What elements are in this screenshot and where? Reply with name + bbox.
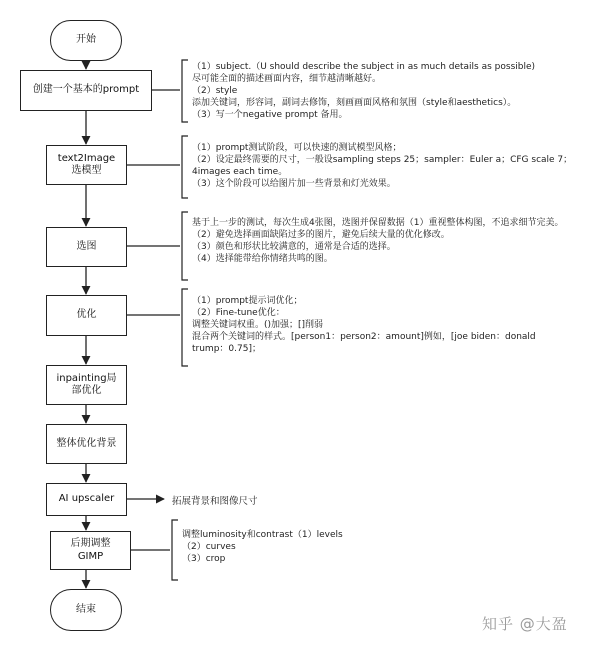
note-optimize — [192, 296, 572, 355]
note-text2img-line: （1）prompt测试阶段，可以快速的测试模型风格； — [192, 143, 402, 153]
node-text2img — [46, 145, 127, 185]
note-prompt-line: 添加关键词，形容词，副词去修饰，刻画画面风格和氛围（style和aesthetics）。 — [192, 97, 517, 108]
node-end-label: 结束 — [76, 603, 96, 615]
note-optimize-line: （2）Fine-tune优化： — [192, 307, 285, 318]
note-prompt-line: 尽可能全面的描述画面内容，细节越清晰越好。 — [192, 73, 382, 84]
node-prompt-label: 创建一个基本的prompt — [32, 84, 140, 96]
note-text2img-line: （2）设定最终需要的尺寸，一般设sampling steps 25；sampler：Euler a；CFG scale 7；4images each time。 — [192, 154, 573, 177]
note-text2img — [192, 143, 577, 191]
node-upscale — [46, 483, 127, 516]
node-end — [50, 589, 122, 631]
node-text2img-line1: text2Image — [57, 152, 116, 164]
node-gimp-line1: 后期调整 — [70, 538, 111, 549]
node-pick — [46, 227, 127, 267]
node-bg-label: 整体优化背景 — [56, 437, 117, 449]
node-gimp — [50, 531, 131, 570]
note-text2img-line: （3）这个阶段可以给图片加一些背景和灯光效果。 — [192, 178, 396, 189]
brace-prompt — [182, 60, 188, 122]
note-upscale: 拓展背景和图像尺寸 — [172, 496, 258, 507]
node-gimp-line2: GIMP — [77, 550, 104, 562]
watermark: 知乎 @大盈 — [482, 615, 568, 633]
node-start-label: 开始 — [76, 34, 96, 46]
note-pick-line: （2）避免选择画面缺陷过多的图片，避免后续大量的优化修改。 — [192, 229, 450, 240]
node-inpaint-line1: inpainting局 — [56, 372, 117, 384]
note-prompt-line: （1）subject.（U should describe the subject in as much details as possible) — [192, 62, 536, 72]
note-prompt-line: （3）写一个negative prompt 备用。 — [192, 109, 348, 120]
note-gimp — [182, 530, 482, 566]
brace-text2img — [182, 136, 188, 198]
node-bg — [46, 424, 127, 464]
note-gimp-line: （3）crop — [182, 553, 226, 564]
note-pick-line: 基于上一步的测试，每次生成4张图，选图并保留数据（1）重视整体构图，不追求细节完美。 — [192, 218, 564, 228]
note-optimize-line: 混合两个关键词的样式。[person1：person2：amount]例如，[joe biden：donald trump：0.75]； — [192, 331, 536, 354]
node-inpaint-line2: 部优化 — [71, 385, 102, 396]
note-gimp-line: （2）curves — [182, 541, 236, 552]
note-pick — [192, 218, 577, 266]
node-optimize-label: 优化 — [76, 309, 97, 321]
note-pick-line: （3）颜色和形状比较满意的，通常是合适的选择。 — [192, 241, 396, 252]
node-upscale-label: AI upscaler — [58, 493, 115, 505]
note-pick-line: （4）选择能带给你情绪共鸣的图。 — [192, 253, 333, 264]
node-text2img-line2: 选模型 — [71, 165, 102, 176]
node-optimize — [46, 295, 127, 336]
brace-gimp — [172, 520, 178, 580]
node-inpaint — [46, 365, 127, 405]
note-prompt — [192, 62, 592, 121]
node-pick-label: 选图 — [76, 240, 97, 252]
brace-optimize — [182, 289, 188, 366]
note-prompt-line: （2）style — [192, 85, 238, 96]
brace-pick — [182, 212, 188, 280]
node-prompt — [20, 70, 152, 111]
note-optimize-line: （1）prompt提示词优化； — [192, 296, 303, 306]
note-gimp-line: 调整luminosity和contrast（1）levels — [182, 530, 343, 540]
note-optimize-line: 调整关键词权重。()加强；[]削弱 — [192, 319, 324, 330]
node-start — [50, 20, 122, 61]
